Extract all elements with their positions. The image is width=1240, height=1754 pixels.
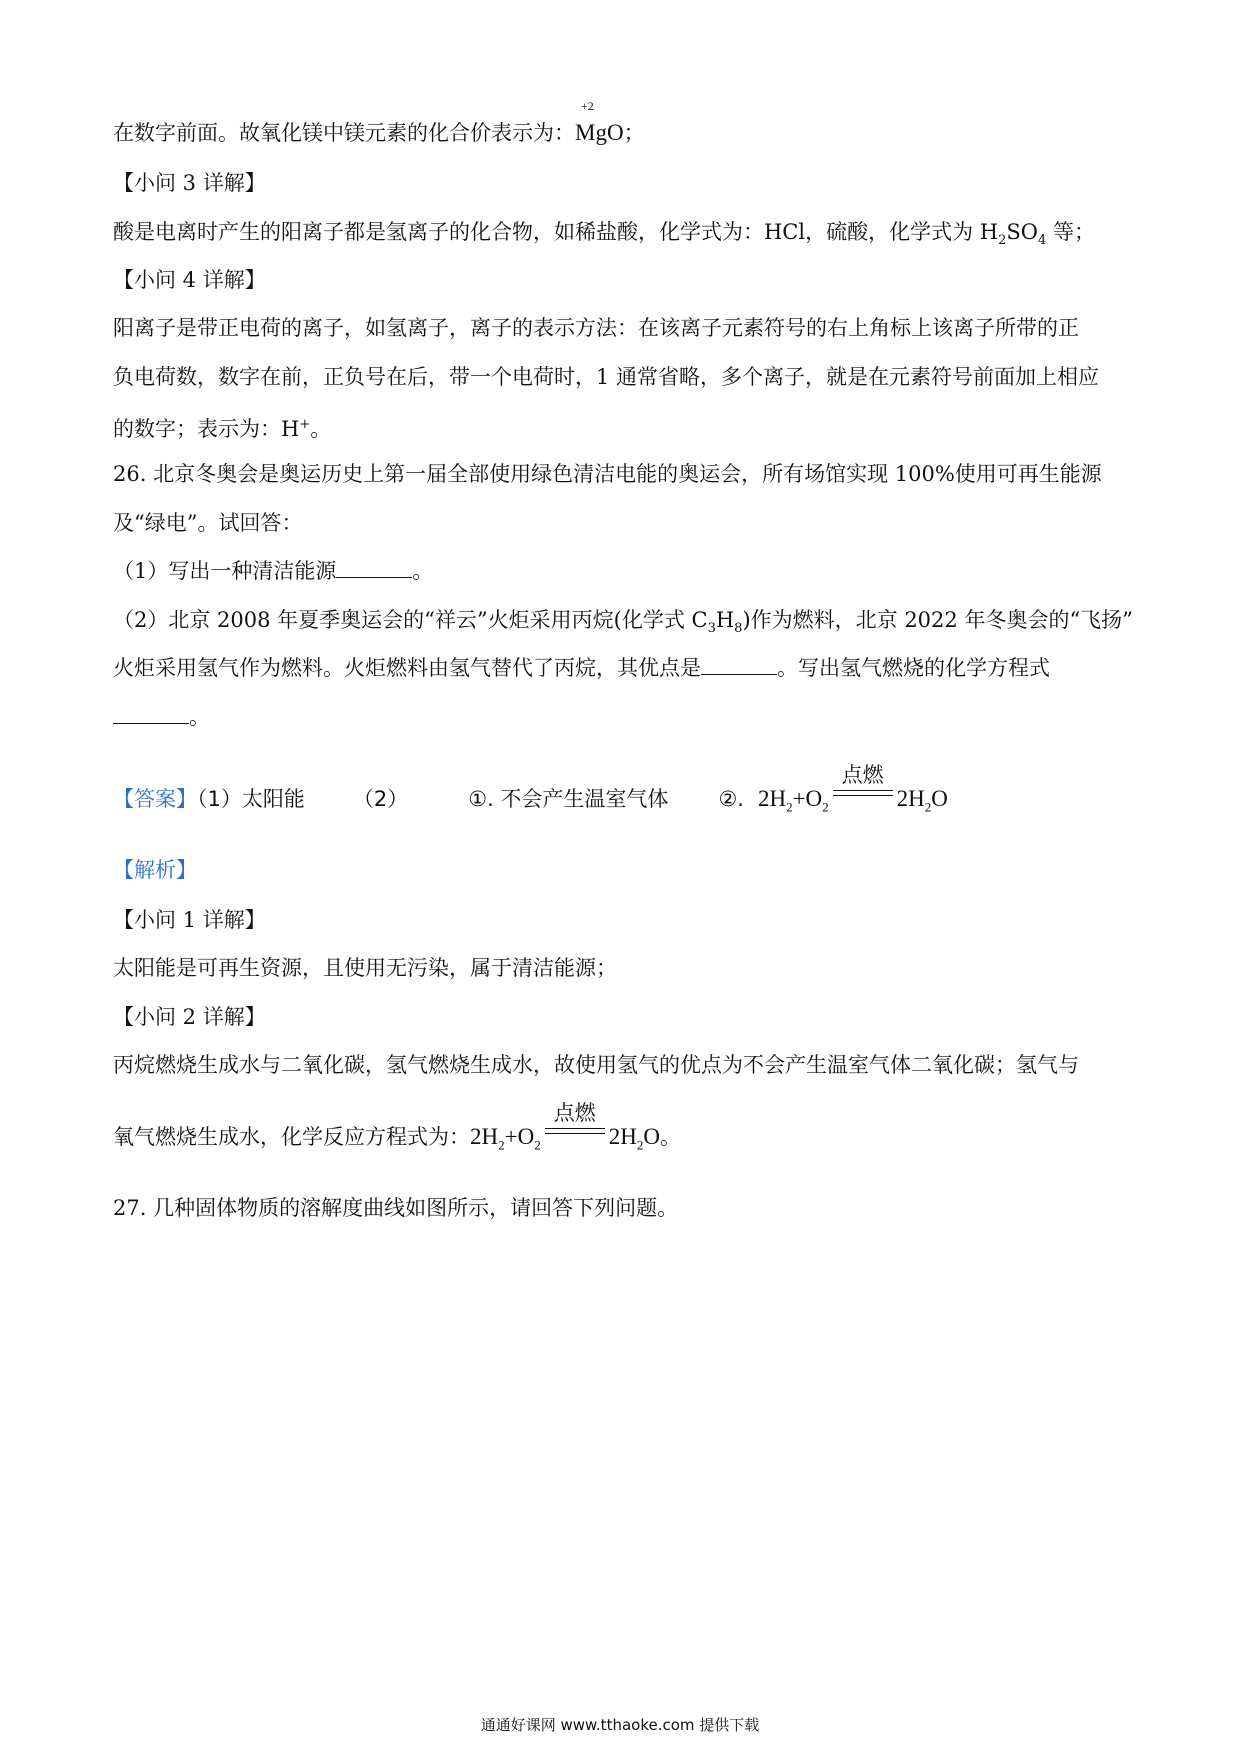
text: H bbox=[715, 608, 735, 632]
answer-blank bbox=[336, 557, 412, 578]
reactant: +O bbox=[504, 1124, 535, 1149]
hydrogen-combustion-equation bbox=[757, 763, 948, 815]
answer-part-1: （1）太阳能 bbox=[197, 787, 305, 811]
text: 酸是电离时产生的阳离子都是氢离子的化合物，如稀盐酸，化学式为：HCl，硫酸，化学式为 H bbox=[113, 220, 999, 244]
text: 。 bbox=[659, 1125, 681, 1149]
question-27: 27. 几种固体物质的溶解度曲线如图所示，请回答下列问题。 bbox=[113, 1196, 679, 1220]
text: 。 bbox=[412, 559, 434, 583]
subscript: 4 bbox=[1037, 233, 1047, 249]
subscript: 2 bbox=[534, 1137, 541, 1153]
question-26-line-2: 及“绿电”。试回答： bbox=[113, 511, 303, 535]
text: 火炬采用氢气作为燃料。火炬燃料由氢气替代了丙烷，其优点是 bbox=[113, 656, 701, 680]
text: SO bbox=[1006, 220, 1038, 244]
text: 等； bbox=[1046, 220, 1095, 244]
hydrogen-combustion-equation bbox=[470, 1101, 660, 1153]
cation-line-3 bbox=[113, 410, 331, 444]
propane-hydrogen-line: 丙烷燃烧生成水与二氧化碳，氢气燃烧生成水，故使用氢气的优点为不会产生温室气体二氧化碳；氢气与 bbox=[113, 1053, 1079, 1077]
answer-blank bbox=[701, 654, 777, 675]
reactant: 2H bbox=[757, 786, 787, 811]
reactant: +O bbox=[792, 786, 823, 811]
answer-line bbox=[113, 763, 948, 823]
subquestion-4-heading: 【小问 4 详解】 bbox=[113, 268, 266, 292]
superscript: + bbox=[299, 417, 311, 432]
text: ； bbox=[623, 121, 645, 145]
text: 在数字前面。故氧化镁中镁元素的化合价表示为： bbox=[113, 121, 575, 145]
answer-part-2-1: ①. 不会产生温室气体 bbox=[468, 787, 669, 811]
cation-line-1: 阳离子是带正电荷的离子，如氢离子，离子的表示方法：在该离子元素符号的右上角标上该离子所带的正 bbox=[113, 316, 1079, 340]
question-26-part-2-line-1 bbox=[113, 605, 1133, 644]
subscript: 2 bbox=[636, 1137, 644, 1153]
product: 2H bbox=[896, 786, 925, 811]
valence-line bbox=[113, 99, 645, 148]
element-mg: Mg bbox=[575, 120, 607, 145]
subquestion-1-heading: 【小问 1 详解】 bbox=[113, 908, 266, 932]
product: 2H bbox=[608, 1124, 637, 1149]
question-26-line-1: 26. 北京冬奥会是奥运历史上第一届全部使用绿色清洁电能的奥运会，所有场馆实现 100%使用可再生能源 bbox=[113, 462, 1102, 486]
solar-energy-line: 太阳能是可再生资源，且使用无污染，属于清洁能源； bbox=[113, 956, 617, 980]
subscript: 2 bbox=[924, 799, 932, 815]
condition-text: 点燃 bbox=[841, 763, 884, 787]
answer-part-2-2: ②. bbox=[718, 787, 744, 811]
valence-mark: +2 bbox=[581, 99, 594, 113]
equals-sign bbox=[545, 1128, 605, 1134]
acid-line bbox=[113, 217, 1095, 256]
subscript: 8 bbox=[734, 621, 743, 637]
condition-text: 点燃 bbox=[553, 1101, 596, 1125]
page-footer: 通通好课网 www.tthaoke.com 提供下载 bbox=[480, 1716, 760, 1734]
question-26-part-1 bbox=[113, 556, 433, 586]
product: O bbox=[643, 1124, 660, 1149]
analysis-label: 【解析】 bbox=[113, 858, 197, 882]
question-26-part-2-line-2 bbox=[113, 653, 1050, 683]
text: 的数字；表示为：H bbox=[113, 417, 300, 441]
reactant: 2H bbox=[470, 1124, 499, 1149]
answer-label: 【答案】 bbox=[113, 787, 197, 811]
question-26-part-2-line-3 bbox=[113, 702, 210, 732]
text: 。写出氢气燃烧的化学方程式 bbox=[777, 656, 1050, 680]
text: （1）写出一种清洁能源 bbox=[113, 559, 337, 583]
element-o: O bbox=[606, 120, 624, 145]
subscript: 2 bbox=[498, 1137, 505, 1153]
equals-sign bbox=[833, 790, 893, 796]
reaction-condition bbox=[545, 1101, 605, 1144]
subscript: 2 bbox=[998, 233, 1007, 249]
answer-part-2: （2） bbox=[352, 787, 409, 811]
answer-blank bbox=[113, 703, 189, 724]
subscript: 2 bbox=[786, 799, 793, 815]
product: O bbox=[931, 786, 948, 811]
text: )作为燃料，北京 2022 年冬奥会的“飞扬” bbox=[742, 608, 1133, 632]
subquestion-3-heading: 【小问 3 详解】 bbox=[113, 171, 266, 195]
text: （2）北京 2008 年夏季奥运会的“祥云”火炬采用丙烷(化学式 C bbox=[113, 608, 708, 632]
text: 。 bbox=[189, 705, 210, 729]
text: 氧气燃烧生成水，化学反应方程式为： bbox=[113, 1125, 470, 1149]
subquestion-2-heading: 【小问 2 详解】 bbox=[113, 1005, 266, 1029]
subscript: 3 bbox=[707, 621, 716, 637]
text: 。 bbox=[310, 417, 332, 441]
subscript: 2 bbox=[822, 799, 829, 815]
mgo-valence-formula bbox=[575, 99, 624, 148]
reaction-condition bbox=[833, 763, 893, 806]
equation-line bbox=[113, 1101, 681, 1161]
cation-line-2: 负电荷数，数字在前，正负号在后，带一个电荷时，1 通常省略，多个离子，就是在元素符号前面加上相应 bbox=[113, 365, 1100, 389]
